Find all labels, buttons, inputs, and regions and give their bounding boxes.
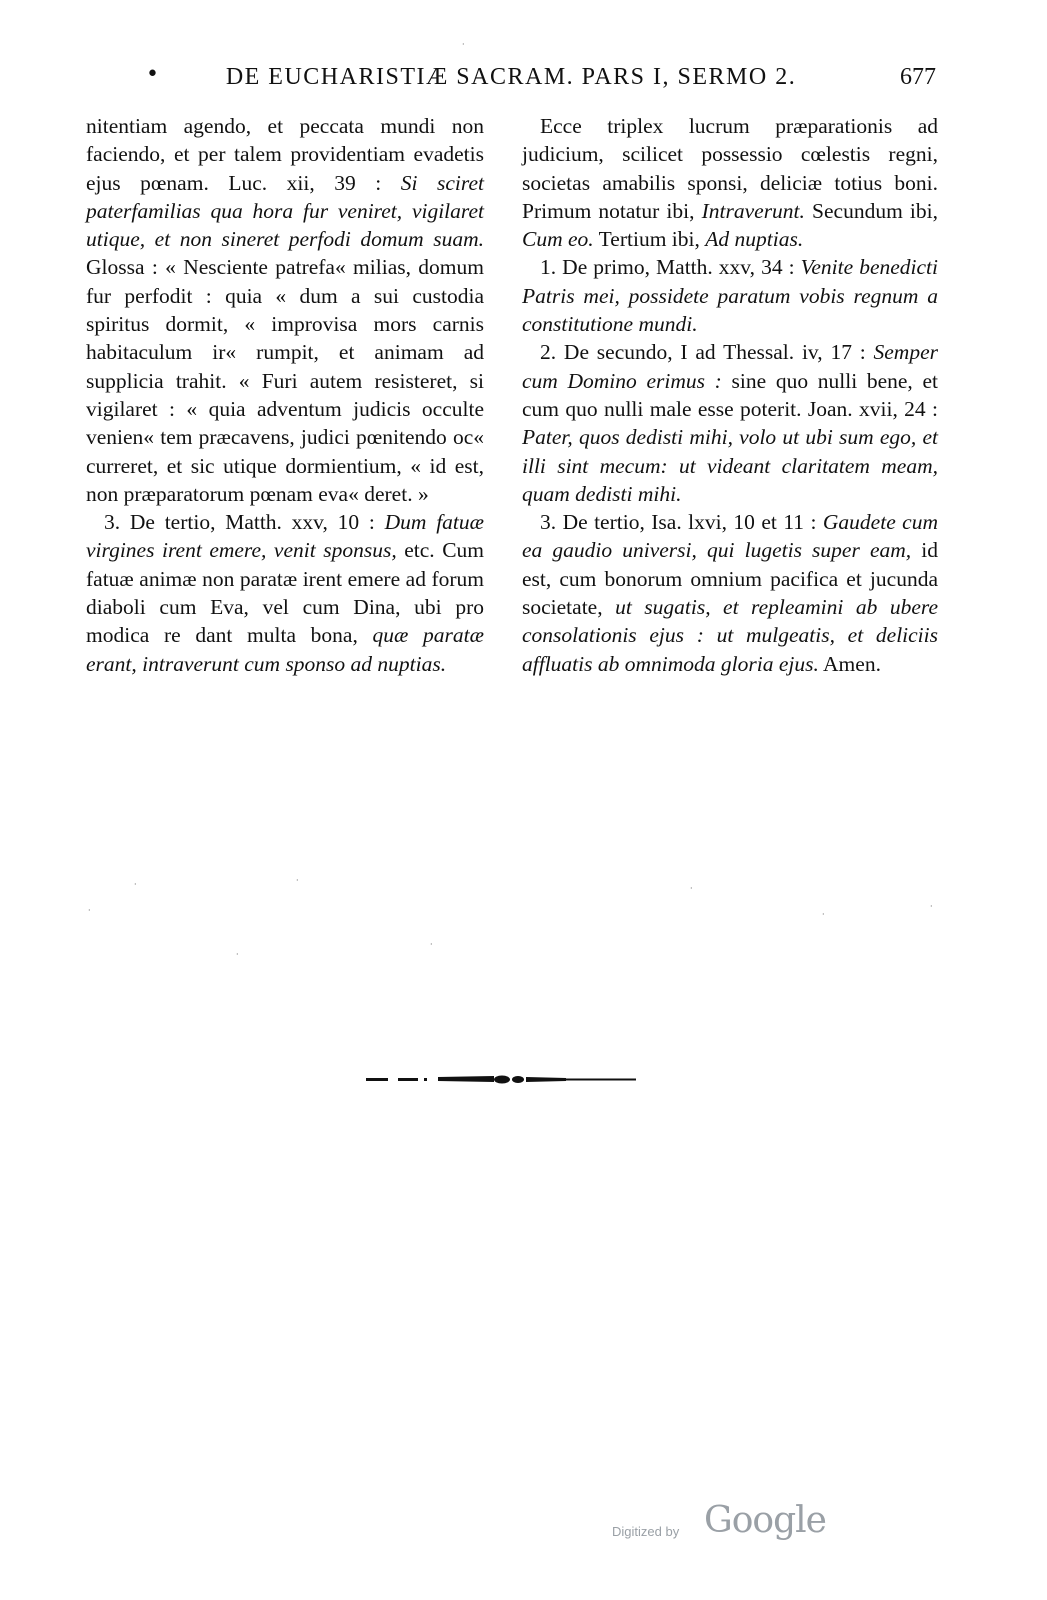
- italic-quotation: ut sugatis, et repleamini ab ubere consolationis ejus : ut mulgeatis, et deliciis affluatis ab omnimoda gloria ejus.: [522, 595, 938, 676]
- text-run: Amen.: [818, 651, 881, 676]
- italic-quotation: Pater, quos dedisti mihi, volo ut ubi sum ego, et illi sint mecum: ut videant claritatem meam, quam dedisti mihi.: [522, 425, 938, 506]
- google-logo: Google: [704, 1500, 826, 1541]
- text-run: 2. De secundo, I ad Thessal. iv, 17 :: [540, 340, 874, 365]
- speck: ·: [930, 902, 933, 911]
- running-header: [86, 62, 936, 92]
- text-run: Glossa : « Nesciente patrefa« milias, domum fur perfodit : quia « dum a sui custodia spiritus dormit, « improvisa mors carnis habitaculum ir« rumpit, et animam ad supplicia trahit. « Furi autem resisteret, si vigilaret : « quia adventum judicis occulte venien« tem præcavens, judici pœnitendo oc« curreret, et sic utique dormientium, « id est, non præparatorum pœnam eva« deret. »: [86, 255, 484, 506]
- italic-quotation: Dum fatuæ virgines irent emere, venit sponsus,: [86, 510, 484, 563]
- italic-quotation: Venite benedicti Patris mei, possidete paratum vobis regnum a constitutione mundi.: [522, 255, 938, 337]
- paragraph: [522, 253, 938, 338]
- text-run: 3. De tertio, Matth. xxv, 10 :: [104, 510, 385, 535]
- text-run: 3. De tertio, Isa. lxvi, 10 et 11 :: [540, 510, 823, 535]
- text-run: Secundum ibi,: [804, 198, 938, 223]
- italic-quotation: Si sciret paterfamilias qua hora fur veniret, vigilaret utique, et non sineret perfodi domum suam.: [86, 170, 484, 252]
- text-run: Tertium ibi,: [593, 227, 706, 252]
- speck: ·: [88, 906, 91, 915]
- google-watermark: [612, 1500, 852, 1550]
- paragraph: [86, 112, 484, 508]
- paragraph: [522, 338, 938, 508]
- paragraph: [522, 112, 938, 253]
- speck: ·: [134, 880, 137, 889]
- text-run: sine quo nulli bene, et cum quo nulli male esse poterit. Joan. xvii, 24 :: [522, 368, 938, 421]
- italic-quotation: Cum eo.: [522, 227, 594, 252]
- ornament-rule: [366, 1072, 636, 1086]
- header-mark: •: [146, 62, 159, 87]
- text-run: id est, cum bonorum omnium pacifica et jucunda societate,: [522, 538, 938, 620]
- paragraph: [522, 508, 938, 678]
- speck: ·: [296, 876, 299, 885]
- italic-quotation: quæ paratæ erant, intraverunt cum sponso ad nuptias.: [86, 623, 484, 676]
- speck: ·: [822, 910, 825, 919]
- speck: ·: [236, 950, 239, 959]
- speck: ·: [462, 40, 465, 49]
- digitized-by-text: Digitized by: [612, 1524, 680, 1539]
- italic-quotation: Semper cum Domino erimus :: [522, 340, 938, 393]
- speck: ·: [690, 884, 693, 893]
- italic-quotation: Intraverunt.: [701, 198, 805, 223]
- right-column: [522, 112, 938, 678]
- italic-quotation: Ad nuptias.: [705, 227, 804, 252]
- italic-quotation: Gaudete cum ea gaudio universi, qui lugetis super eam,: [522, 510, 939, 563]
- text-run: etc. Cum fatuæ animæ non paratæ irent emere ad forum diaboli cum Eva, vel cum Dina, ubi pro modica re dant multa bona,: [86, 538, 485, 648]
- page-number: 677: [900, 64, 936, 90]
- text-run: Ecce triplex lucrum præparationis ad judicium, scilicet possessio cœlestis regni, societas amabilis sponsi, deliciæ totius boni. Primum notatur ibi,: [522, 114, 938, 223]
- speck: ·: [430, 940, 433, 949]
- left-column: [86, 112, 484, 678]
- paragraph: [86, 508, 484, 678]
- text-run: nitentiam agendo, et peccata mundi non faciendo, et per talem providentiam evadetis ejus pœnam. Luc. xii, 39 :: [86, 114, 484, 195]
- text-run: 1. De primo, Matth. xxv, 34 :: [540, 255, 801, 280]
- running-title: DE EUCHARISTIÆ SACRAM. PARS I, SERMO 2.: [225, 64, 797, 90]
